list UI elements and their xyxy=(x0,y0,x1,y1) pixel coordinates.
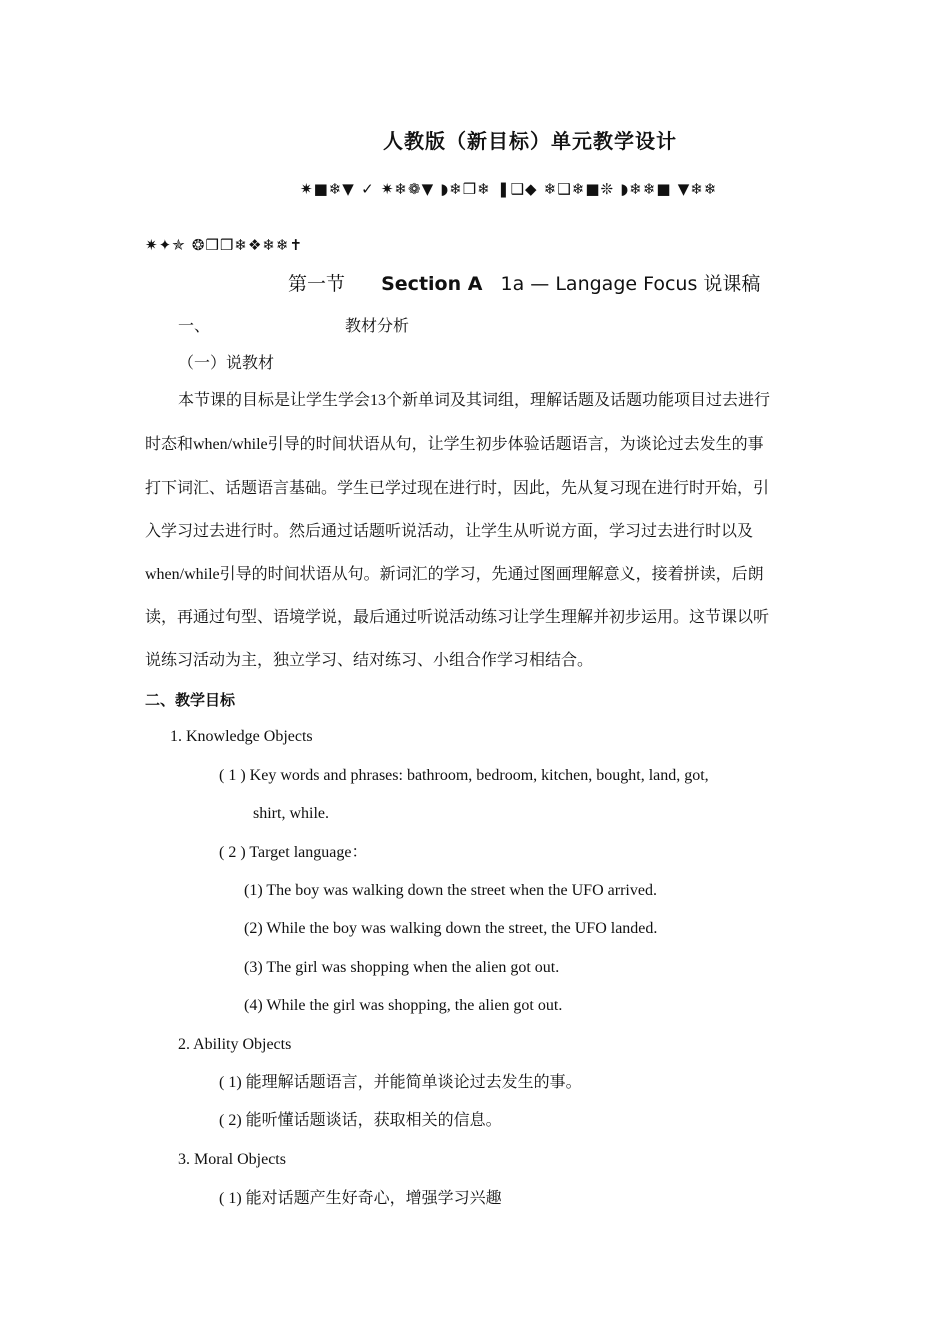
paragraph-line: 入学习过去进行时。然后通过话题听说活动，让学生从听说方面，学习过去进行时以及 xyxy=(145,523,754,540)
objective-moral: 3. Moral Objects xyxy=(178,1151,286,1168)
target-language-label: ( 2 ) Target language： xyxy=(219,844,368,861)
moral-item: ( 1) 能对话题产生好奇心，增强学习兴趣 xyxy=(219,1190,502,1207)
key-words-line: ( 1 ) Key words and phrases: bathroom, bedroom, kitchen, bought, land, got, xyxy=(219,767,709,784)
paragraph-line: 本节课的目标是让学生学会13个新单词及其词组，理解话题及话题功能项目过去进行 xyxy=(178,392,771,409)
section-rest: 1a — Langage Focus 说课稿 xyxy=(500,273,761,295)
part2-title: 二、教学目标 xyxy=(145,691,236,709)
paragraph-line: 说练习活动为主，独立学习、结对练习、小组合作学习相结合。 xyxy=(145,652,594,669)
section-heading xyxy=(288,273,760,295)
part1-number: 一、 xyxy=(178,318,211,335)
section-name: Section A xyxy=(381,273,483,295)
target-sentence: (4) While the girl was shopping, the alien got out. xyxy=(244,997,563,1014)
paragraph-line: when/while引导的时间状语从句。新词汇的学习，先通过图画理解意义，接着拼读，后朗 xyxy=(145,566,764,583)
target-sentence: (2) While the boy was walking down the street, the UFO landed. xyxy=(244,920,658,937)
symbol-line-2: ✷✦✯ ❂❒❒❄❖❄❄✝ xyxy=(145,236,304,254)
objective-ability: 2. Ability Objects xyxy=(178,1036,292,1053)
paragraph-line: 时态和when/while引导的时间状语从句，让学生初步体验话题语言，为谈论过去发生的事 xyxy=(145,436,764,453)
paragraph-line: 打下词汇、话题语言基础。学生已学过现在进行时，因此，先从复习现在进行时开始，引 xyxy=(145,480,770,497)
subheading-textbook: （一）说教材 xyxy=(178,355,275,372)
section-label: 第一节 xyxy=(288,273,346,295)
part1-title: 教材分析 xyxy=(345,318,410,335)
target-sentence: (3) The girl was shopping when the alien got out. xyxy=(244,959,560,976)
ability-item: ( 1) 能理解话题语言，并能简单谈论过去发生的事。 xyxy=(219,1074,582,1091)
target-sentence: (1) The boy was walking down the street when the UFO arrived. xyxy=(244,882,657,899)
objective-knowledge: 1. Knowledge Objects xyxy=(170,728,313,745)
key-words-line-2: shirt, while. xyxy=(253,805,329,822)
paragraph-line: 读，再通过句型、语境学说，最后通过听说活动练习让学生理解并初步运用。这节课以听 xyxy=(145,609,770,626)
symbol-line-1: ✷■❄▼ ✓ ✷❄❁▼ ◗❄❒❄ ❚❑◆ ❄❑❄■❊ ◗❄❄■ ▼❄❄ xyxy=(300,180,718,198)
document-title: 人教版（新目标）单元教学设计 xyxy=(383,129,677,153)
ability-item: ( 2) 能听懂话题谈话，获取相关的信息。 xyxy=(219,1112,502,1129)
